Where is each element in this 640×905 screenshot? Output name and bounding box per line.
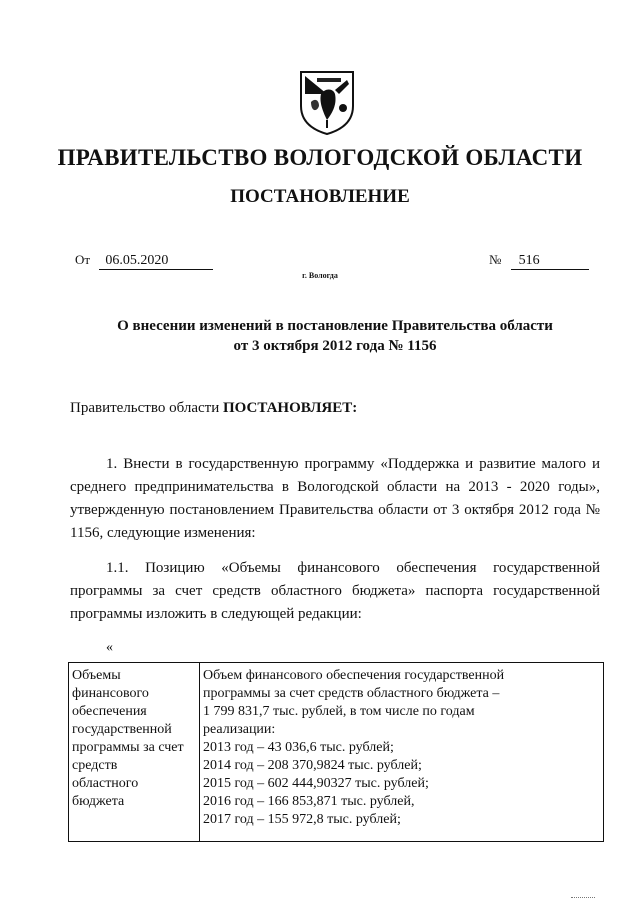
cell-line: обеспечения bbox=[72, 704, 147, 719]
cell-line: программы за счет bbox=[72, 740, 184, 755]
cell-line: областного bbox=[72, 776, 139, 791]
cell-line: реализации: bbox=[203, 722, 276, 737]
decree-prefix: Правительство области bbox=[70, 400, 220, 416]
document-type: ПОСТАНОВЛЕНИЕ bbox=[230, 186, 410, 207]
government-title: ПРАВИТЕЛЬСТВО ВОЛОГОДСКОЙ ОБЛАСТИ bbox=[57, 145, 583, 170]
decree-word: ПОСТАНОВЛЯЕТ: bbox=[222, 400, 358, 416]
cell-line: 2015 год – 602 444,90327 тыс. рублей; bbox=[203, 776, 429, 791]
decree-statement bbox=[70, 400, 357, 417]
cell-line: Объем финансового обеспечения государственной bbox=[203, 668, 505, 683]
date-field bbox=[75, 252, 213, 270]
funding-table bbox=[68, 662, 604, 842]
cell-line: 1 799 831,7 тыс. рублей, в том числе по годам bbox=[203, 704, 475, 719]
cell-line: 2017 год – 155 972,8 тыс. рублей; bbox=[203, 812, 401, 827]
paragraph-1: 1. Внести в государственную программу «Поддержка и развитие малого и среднего предпринимательства в Вологодской области на 2013 - 2020 годы», утвержденную постановлением Правительства области от 3 октября 2012 года № 1156, следующие изменения: bbox=[70, 456, 600, 541]
date-value: 06.05.2020 bbox=[99, 253, 213, 270]
table-cell-label bbox=[69, 663, 200, 842]
cell-line: средств bbox=[72, 758, 118, 773]
coat-of-arms-icon bbox=[297, 68, 357, 136]
cell-line: финансового bbox=[72, 686, 149, 701]
number-label: № bbox=[489, 252, 502, 267]
table-cell-value bbox=[200, 663, 604, 842]
subject-line-2: от 3 октября 2012 года № 1156 bbox=[233, 338, 437, 354]
cell-line: государственной bbox=[72, 722, 172, 737]
cell-line: Объемы bbox=[72, 668, 121, 683]
paragraph-1-1: 1.1. Позицию «Объемы финансового обеспечения государственной программы за счет средств областного бюджета» паспорта государственной программы изложить в следующей редакции: bbox=[70, 560, 600, 622]
cell-line: 2016 год – 166 853,871 тыс. рублей, bbox=[203, 794, 415, 809]
cell-line: бюджета bbox=[72, 794, 125, 809]
scan-mark bbox=[571, 897, 595, 899]
document-subject bbox=[0, 316, 640, 356]
table-row bbox=[69, 663, 604, 842]
cell-line: программы за счет средств областного бюджета – bbox=[203, 686, 500, 701]
number-field bbox=[489, 252, 589, 270]
cell-line: 2014 год – 208 370,9824 тыс. рублей; bbox=[203, 758, 422, 773]
quote-open-mark: « bbox=[106, 640, 113, 655]
date-label: От bbox=[75, 252, 91, 267]
subject-line-1: О внесении изменений в постановление Правительства области bbox=[117, 318, 553, 334]
city-label: г. Вологда bbox=[302, 271, 338, 280]
number-value: 516 bbox=[511, 253, 589, 270]
cell-line: 2013 год – 43 036,6 тыс. рублей; bbox=[203, 740, 394, 755]
